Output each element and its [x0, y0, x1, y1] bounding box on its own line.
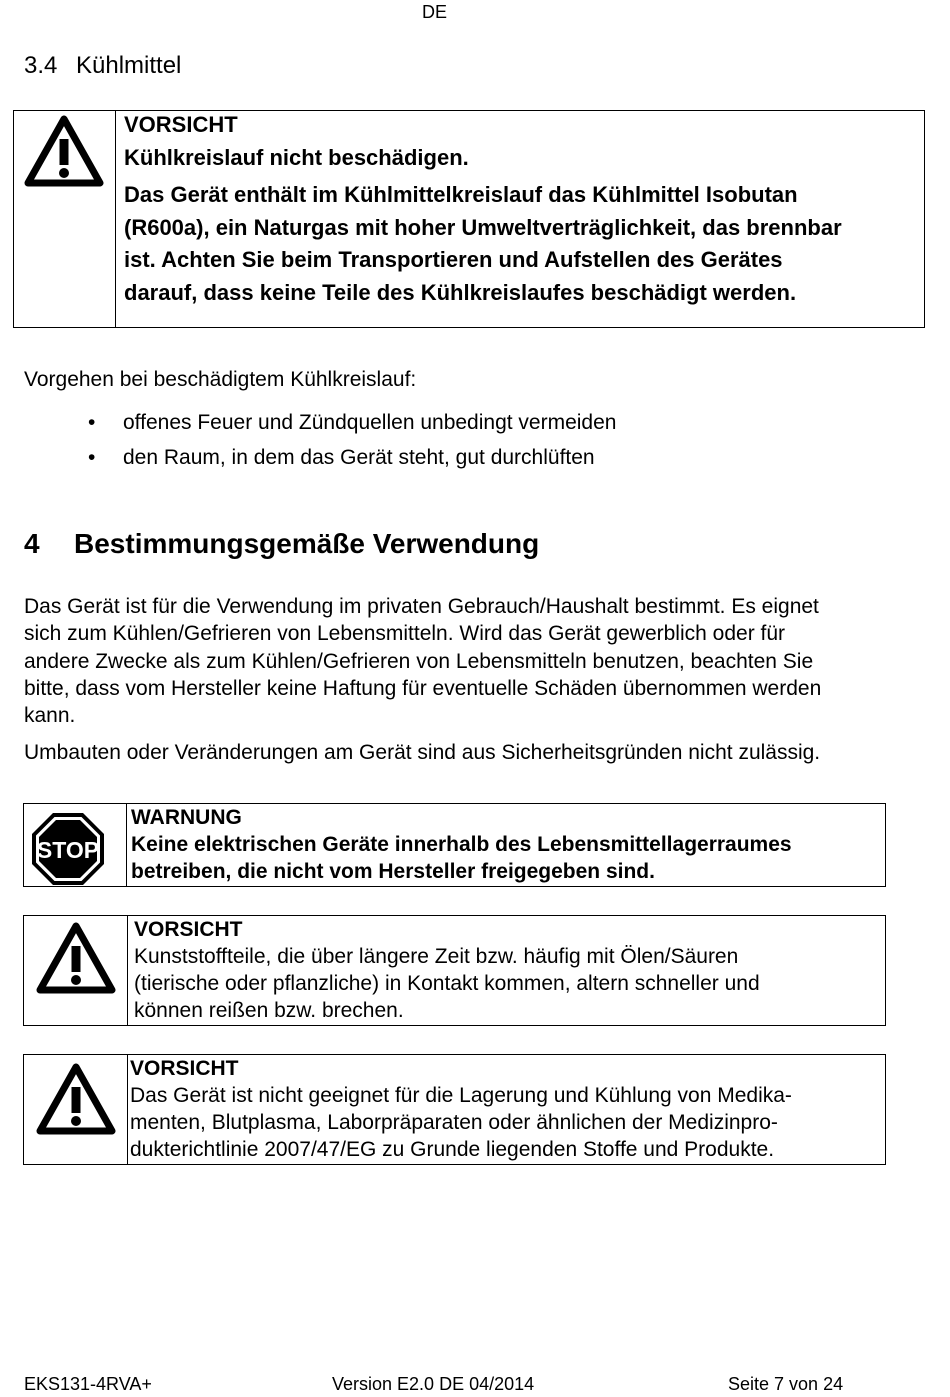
warning-text — [131, 804, 792, 885]
language-code: DE — [422, 2, 448, 22]
section-title: Bestimmungsgemäße Verwendung — [74, 528, 540, 559]
stop-sign-icon — [30, 811, 106, 887]
caution-line: Das Gerät ist nicht geeignet für die Lagerung und Kühlung von Medika- — [130, 1084, 792, 1107]
footer-version: Version E2.0 DE 04/2014 — [332, 1374, 535, 1394]
bullet-dot-icon: • — [88, 446, 96, 469]
caution-box-plastic-parts — [23, 915, 886, 1026]
section-number: 4 — [24, 528, 40, 559]
footer-model: EKS131-4RVA+ — [24, 1374, 152, 1394]
caution-line: Das Gerät enthält im Kühlmittelkreislauf das Kühlmittel Isobutan — [124, 182, 798, 207]
section-heading-4 — [24, 528, 539, 560]
modification-note: Umbauten oder Veränderungen am Gerät sind aus Sicherheitsgründen nicht zulässig. — [24, 741, 821, 764]
caution-line: (R600a), ein Naturgas mit hoher Umweltverträglichkeit, das brennbar — [124, 214, 842, 240]
caution-icon-cell — [24, 1055, 128, 1164]
list-item — [88, 405, 616, 440]
paragraph-line: bitte, dass vom Hersteller keine Haftung für eventuelle Schäden übernommen werden — [24, 676, 822, 700]
caution-text — [134, 916, 760, 1024]
caution-label: VORSICHT — [130, 1057, 239, 1080]
bullet-dot-icon: • — [88, 411, 96, 434]
caution-line: ist. Achten Sie beim Transportieren und Aufstellen des Gerätes — [124, 247, 783, 272]
procedure-intro: Vorgehen bei beschädigtem Kühlkreislauf: — [24, 368, 417, 391]
caution-label: VORSICHT — [124, 112, 238, 137]
list-item — [88, 440, 616, 475]
caution-icon-cell — [14, 111, 116, 327]
caution-text — [130, 1055, 792, 1163]
caution-label: VORSICHT — [134, 918, 243, 941]
caution-headline: Kühlkreislauf nicht beschädigen. — [124, 144, 469, 170]
caution-body — [124, 179, 842, 309]
caution-line: (tierische oder pflanzliche) in Kontakt kommen, altern schneller und — [134, 972, 760, 995]
intended-use-paragraph — [24, 593, 929, 729]
warning-line: betreiben, die nicht vom Hersteller freigegeben sind. — [131, 860, 655, 883]
caution-box-refrigerant — [13, 110, 925, 328]
footer-page-number: Seite 7 von 24 — [728, 1374, 844, 1394]
paragraph-line: sich zum Kühlen/Gefrieren von Lebensmitteln. Wird das Gerät gewerblich oder für — [24, 622, 786, 646]
list-item-text: offenes Feuer und Zündquellen unbedingt vermeiden — [123, 411, 617, 434]
paragraph-line: Das Gerät ist für die Verwendung im privaten Gebrauch/Haushalt bestimmt. Es eignet — [24, 595, 819, 618]
caution-icon-cell — [24, 916, 128, 1025]
paragraph-line: andere Zwecke als zum Kühlen/Gefrieren von Lebensmitteln benutzen, beachten Sie — [24, 649, 814, 673]
caution-line: menten, Blutplasma, Laborpräparaten oder ähnlichen der Medizinpro- — [130, 1111, 778, 1134]
caution-line: Kunststoffteile, die über längere Zeit bzw. häufig mit Ölen/Säuren — [134, 945, 739, 968]
procedure-list — [88, 405, 616, 475]
warning-label: WARNUNG — [131, 806, 242, 829]
warning-icon-cell — [24, 804, 127, 886]
section-number: 3.4 — [24, 52, 58, 79]
warning-triangle-icon — [36, 922, 116, 994]
section-title: Kühlmittel — [76, 52, 182, 79]
warning-triangle-icon — [24, 115, 104, 187]
caution-line: können reißen bzw. brechen. — [134, 999, 404, 1022]
caution-text — [124, 109, 842, 309]
paragraph-line: kann. — [24, 704, 76, 728]
section-heading-3-4 — [24, 52, 181, 80]
warning-box — [23, 803, 886, 887]
list-item-text: den Raum, in dem das Gerät steht, gut durchlüften — [123, 446, 595, 469]
caution-line: dukterichtlinie 2007/47/EG zu Grunde liegenden Stoffe und Produkte. — [130, 1138, 775, 1161]
warning-line: Keine elektrischen Geräte innerhalb des Lebensmittellagerraumes — [131, 833, 792, 856]
caution-box-medical-storage — [23, 1054, 886, 1165]
caution-line: darauf, dass keine Teile des Kühlkreislaufes beschädigt werden. — [124, 279, 797, 305]
stop-sign-text: STOP — [36, 837, 100, 863]
warning-triangle-icon — [36, 1063, 116, 1135]
